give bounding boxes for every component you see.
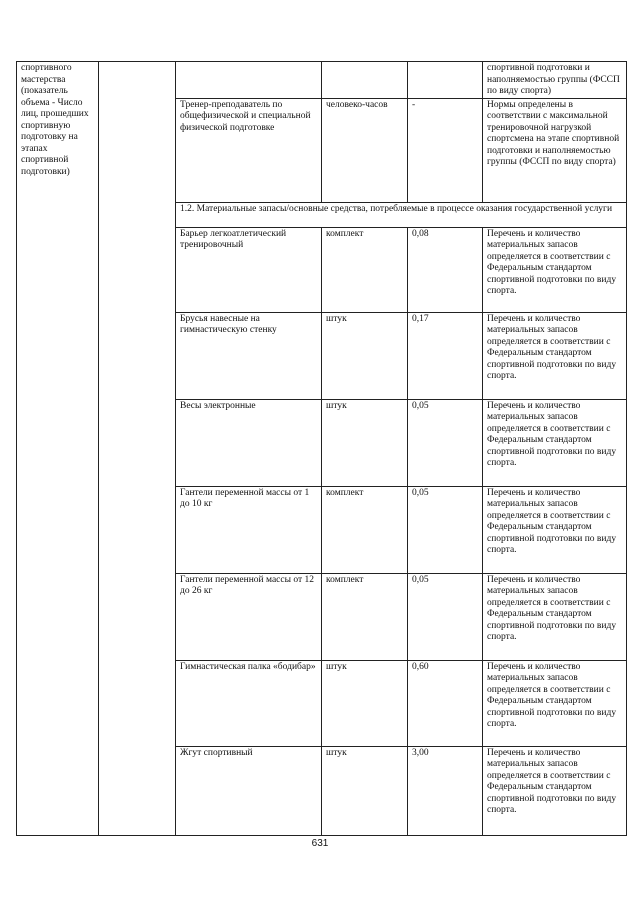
- item-unit-cell: штук: [322, 746, 408, 835]
- item-value-cell: 0,60: [408, 660, 483, 746]
- item-name-cell: Гимнастическая палка «бодибар»: [176, 660, 322, 746]
- item-unit-cell: штук: [322, 399, 408, 486]
- item-value-cell: 0,08: [408, 227, 483, 312]
- basis-cell: Нормы определены в соответствии с максимальной тренировочной нагрузкой спортсмена на этапе спортивной подготовки и наполняемостью группы (ФССП по виду спорта): [483, 98, 627, 202]
- item-name-cell: Гантели переменной массы от 12 до 26 кг: [176, 573, 322, 660]
- item-unit-cell: комплект: [322, 227, 408, 312]
- item-basis-cell: Перечень и количество материальных запасов определяется в соответствии с Федеральным стандартом спортивной подготовки по виду спорта.: [483, 660, 627, 746]
- item-value-cell: 3,00: [408, 746, 483, 835]
- item-value-cell: 0,05: [408, 486, 483, 573]
- item-basis-cell: Перечень и количество материальных запасов определяется в соответствии с Федеральным стандартом спортивной подготовки по виду спорта.: [483, 573, 627, 660]
- page-number: 631: [311, 838, 329, 849]
- item-unit-cell: комплект: [322, 573, 408, 660]
- item-basis-cell: Перечень и количество материальных запасов определяется в соответствии с Федеральным стандартом спортивной подготовки по виду спорта.: [483, 399, 627, 486]
- service-description-cell: спортивного мастерства (показатель объема - Число лиц, прошедших спортивную подготовку на этапах спортивной подготовки): [17, 62, 99, 836]
- item-unit-cell: комплект: [322, 486, 408, 573]
- empty-cell: [176, 62, 322, 99]
- resource-name-cell: Тренер-преподаватель по общефизической и специальной физической подготовке: [176, 98, 322, 202]
- item-value-cell: 0,05: [408, 573, 483, 660]
- item-value-cell: 0,05: [408, 399, 483, 486]
- item-name-cell: Весы электронные: [176, 399, 322, 486]
- item-basis-cell: Перечень и количество материальных запасов определяется в соответствии с Федеральным стандартом спортивной подготовки по виду спорта.: [483, 227, 627, 312]
- item-name-cell: Гантели переменной массы от 1 до 10 кг: [176, 486, 322, 573]
- item-basis-cell: Перечень и количество материальных запасов определяется в соответствии с Федеральным стандартом спортивной подготовки по виду спорта.: [483, 312, 627, 399]
- value-cell: -: [408, 98, 483, 202]
- empty-cell: [99, 62, 176, 836]
- unit-cell: человеко-часов: [322, 98, 408, 202]
- item-name-cell: Барьер легкоатлетический тренировочный: [176, 227, 322, 312]
- item-unit-cell: штук: [322, 312, 408, 399]
- item-name-cell: Жгут спортивный: [176, 746, 322, 835]
- item-name-cell: Брусья навесные на гимнастическую стенку: [176, 312, 322, 399]
- table-row: [17, 62, 627, 99]
- empty-cell: [322, 62, 408, 99]
- item-unit-cell: штук: [322, 660, 408, 746]
- item-value-cell: 0,17: [408, 312, 483, 399]
- item-basis-cell: Перечень и количество материальных запасов определяется в соответствии с Федеральным стандартом спортивной подготовки по виду спорта.: [483, 746, 627, 835]
- basis-cell: спортивной подготовки и наполняемостью группы (ФССП по виду спорта): [483, 62, 627, 99]
- section-heading: 1.2. Материальные запасы/основные средства, потребляемые в процессе оказания государственной услуги: [176, 202, 627, 227]
- item-basis-cell: Перечень и количество материальных запасов определяется в соответствии с Федеральным стандартом спортивной подготовки по виду спорта.: [483, 486, 627, 573]
- norms-table: [16, 61, 627, 836]
- empty-cell: [408, 62, 483, 99]
